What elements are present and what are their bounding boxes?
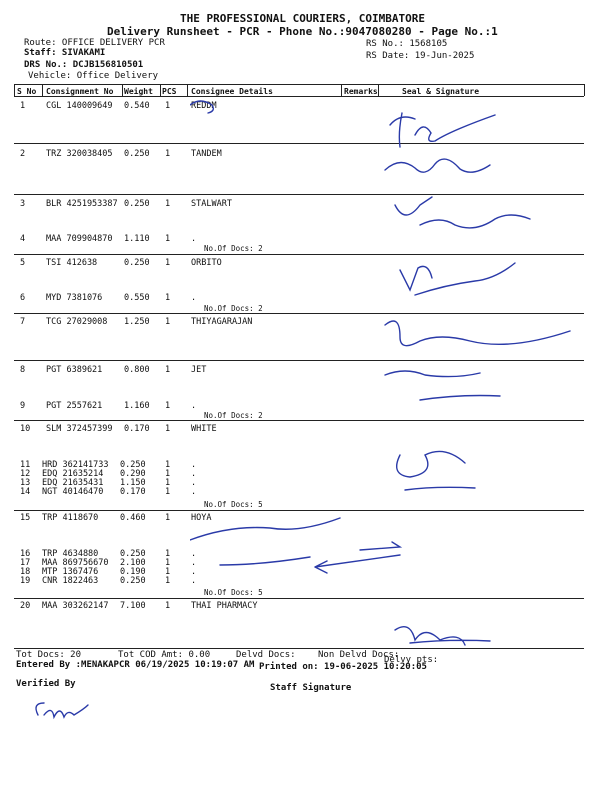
weight: 1.250 — [124, 317, 150, 327]
consignment-no: BLR 4251953387 — [46, 199, 118, 209]
consignee: THIYAGARAJAN — [191, 317, 253, 327]
weight: 0.250 — [124, 199, 150, 209]
weight: 0.250 — [120, 549, 146, 559]
pcs: 1 — [165, 549, 171, 559]
pcs: 1 — [165, 576, 171, 586]
docs-note: No.Of Docs: 2 — [204, 244, 263, 253]
weight: 1.150 — [120, 478, 146, 488]
sno: 1 — [20, 101, 26, 111]
signature-stroke — [385, 321, 570, 346]
consignee: . — [191, 567, 197, 577]
total-docs: Tot Docs: 20 — [16, 650, 82, 660]
consignee: . — [191, 234, 197, 244]
sno: 15 — [20, 513, 31, 523]
sno: 9 — [20, 401, 26, 411]
col-header-pcs: PCS — [162, 87, 177, 96]
sno: 16 — [20, 549, 31, 559]
consignee: . — [191, 558, 197, 568]
sno: 5 — [20, 258, 26, 268]
verified-by-label: Verified By — [16, 679, 76, 689]
consignee: . — [191, 469, 197, 479]
consignment-no: TRP 4118670 — [42, 513, 99, 523]
consignee: . — [191, 478, 197, 488]
pcs: 1 — [165, 513, 171, 523]
pcs: 1 — [165, 317, 171, 327]
weight: 0.250 — [120, 576, 146, 586]
sno: 2 — [20, 149, 26, 159]
sno: 12 — [20, 469, 31, 479]
col-header-signature: Seal & Signature — [402, 87, 480, 96]
weight: 0.250 — [124, 149, 150, 159]
rs-date: RS Date: 19-Jun-2025 — [366, 51, 475, 61]
pcs: 1 — [165, 478, 171, 488]
consignee: ORBITO — [191, 258, 222, 268]
pcs: 1 — [165, 258, 171, 268]
col-header-consignee: Consignee Details — [191, 87, 273, 96]
consignment-no: PGT 2557621 — [46, 401, 103, 411]
signature-stroke — [385, 159, 490, 172]
staff-signature-label: Staff Signature — [270, 683, 352, 693]
consignee: HOYA — [191, 513, 212, 523]
consignee: . — [191, 487, 197, 497]
sno: 18 — [20, 567, 31, 577]
signature-stroke — [397, 451, 475, 490]
delivered-docs: Delvd Docs: — [236, 650, 296, 660]
sno: 11 — [20, 460, 31, 470]
runsheet-title: Delivery Runsheet - PCR - Phone No.:9047080280 - Page No.:1 — [107, 25, 498, 38]
col-header-sno: S No — [17, 87, 37, 96]
sno: 10 — [20, 424, 31, 434]
sno: 14 — [20, 487, 31, 497]
weight: 0.170 — [124, 424, 150, 434]
consignment-no: NGT 40146470 — [42, 487, 104, 497]
weight: 0.170 — [120, 487, 146, 497]
docs-note: No.Of Docs: 2 — [204, 411, 263, 420]
signature-stroke — [395, 627, 490, 645]
consignment-no: MTP 1367476 — [42, 567, 99, 577]
sno: 19 — [20, 576, 31, 586]
pcs: 1 — [165, 199, 171, 209]
signature-stroke — [400, 263, 515, 295]
staff: Staff: SIVAKAMI — [24, 48, 106, 58]
consignee: . — [191, 576, 197, 586]
verifier-signature — [30, 695, 110, 725]
drs-number: DRS No.: DCJB156810501 — [24, 60, 144, 70]
consignment-no: TRP 4634880 — [42, 549, 99, 559]
consignment-no: MYD 7381076 — [46, 293, 103, 303]
weight: 0.550 — [124, 293, 150, 303]
docs-note: No.Of Docs: 5 — [204, 500, 263, 509]
weight: 2.100 — [120, 558, 146, 568]
weight: 0.460 — [120, 513, 146, 523]
delivery-points: Delvy pts: — [384, 655, 439, 665]
consignee: REDDM — [191, 101, 217, 111]
docs-note: No.Of Docs: 5 — [204, 588, 263, 597]
company-name: THE PROFESSIONAL COURIERS, COIMBATORE — [180, 12, 426, 25]
sno: 13 — [20, 478, 31, 488]
consignment-no: CGL 140009649 — [46, 101, 113, 111]
weight: 0.290 — [120, 469, 146, 479]
consignment-no: EDQ 21635431 — [42, 478, 104, 488]
weight: 7.100 — [120, 601, 146, 611]
pcs: 1 — [165, 101, 171, 111]
non-delivered-docs: Non Delvd Docs: — [318, 650, 400, 660]
col-divider — [14, 84, 15, 96]
col-header-weight: Weight — [124, 87, 153, 96]
signature-stroke — [395, 197, 530, 228]
handwritten-signatures — [190, 95, 590, 665]
sno: 6 — [20, 293, 26, 303]
consignment-no: TSI 412638 — [46, 258, 98, 268]
signature-stroke — [190, 518, 400, 573]
consignee: STALWART — [191, 199, 232, 209]
signature-stroke — [390, 113, 495, 147]
rs-number: RS No.: 1568105 — [366, 39, 448, 49]
vehicle: Vehicle: Office Delivery — [28, 71, 159, 81]
pcs: 1 — [165, 487, 171, 497]
route: Route: OFFICE DELIVERY PCR — [24, 38, 165, 48]
col-divider — [160, 84, 161, 96]
consignment-no: TRZ 320038405 — [46, 149, 113, 159]
consignee: . — [191, 549, 197, 559]
pcs: 1 — [165, 424, 171, 434]
printed-on: Printed on: 19-06-2025 10:20:05 — [259, 662, 427, 672]
total-cod-amount: Tot COD Amt: 0.00 — [118, 650, 211, 660]
consignment-no: CNR 1822463 — [42, 576, 99, 586]
weight: 0.250 — [124, 258, 150, 268]
col-divider — [42, 84, 43, 96]
pcs: 1 — [165, 365, 171, 375]
weight: 1.110 — [124, 234, 150, 244]
entered-by: Entered By :MENAKAPCR 06/19/2025 10:19:07 AM — [16, 660, 255, 670]
consignee: WHITE — [191, 424, 217, 434]
pcs: 1 — [165, 567, 171, 577]
consignment-no: TCG 27029008 — [46, 317, 108, 327]
sno: 7 — [20, 317, 26, 327]
sno: 20 — [20, 601, 31, 611]
consignment-no: MAA 709904870 — [46, 234, 113, 244]
pcs: 1 — [165, 469, 171, 479]
consignment-no: MAA 869756670 — [42, 558, 109, 568]
col-header-consignment: Consignment No — [46, 87, 114, 96]
col-divider — [122, 84, 123, 96]
sno: 3 — [20, 199, 26, 209]
weight: 0.190 — [120, 567, 146, 577]
consignee: . — [191, 401, 197, 411]
weight: 0.800 — [124, 365, 150, 375]
col-divider — [187, 84, 188, 96]
consignment-no: MAA 303262147 — [42, 601, 109, 611]
weight: 1.160 — [124, 401, 150, 411]
consignment-no: HRD 362141733 — [42, 460, 109, 470]
consignee: . — [191, 460, 197, 470]
signature-stroke — [190, 101, 213, 113]
consignee: JET — [191, 365, 207, 375]
sno: 17 — [20, 558, 31, 568]
pcs: 1 — [165, 401, 171, 411]
pcs: 1 — [165, 558, 171, 568]
pcs: 1 — [165, 601, 171, 611]
pcs: 1 — [165, 149, 171, 159]
col-header-remarks: Remarks — [344, 87, 378, 96]
pcs: 1 — [165, 460, 171, 470]
weight: 0.540 — [124, 101, 150, 111]
consignment-no: EDQ 21635214 — [42, 469, 104, 479]
docs-note: No.Of Docs: 2 — [204, 304, 263, 313]
pcs: 1 — [165, 234, 171, 244]
consignment-no: PGT 6389621 — [46, 365, 103, 375]
consignee: TANDEM — [191, 149, 222, 159]
consignee: . — [191, 293, 197, 303]
consignee: THAI PHARMACY — [191, 601, 258, 611]
weight: 0.250 — [120, 460, 146, 470]
table-top-border — [14, 84, 584, 85]
pcs: 1 — [165, 293, 171, 303]
sno: 8 — [20, 365, 26, 375]
sno: 4 — [20, 234, 26, 244]
consignment-no: SLM 372457399 — [46, 424, 113, 434]
signature-stroke — [385, 371, 500, 400]
